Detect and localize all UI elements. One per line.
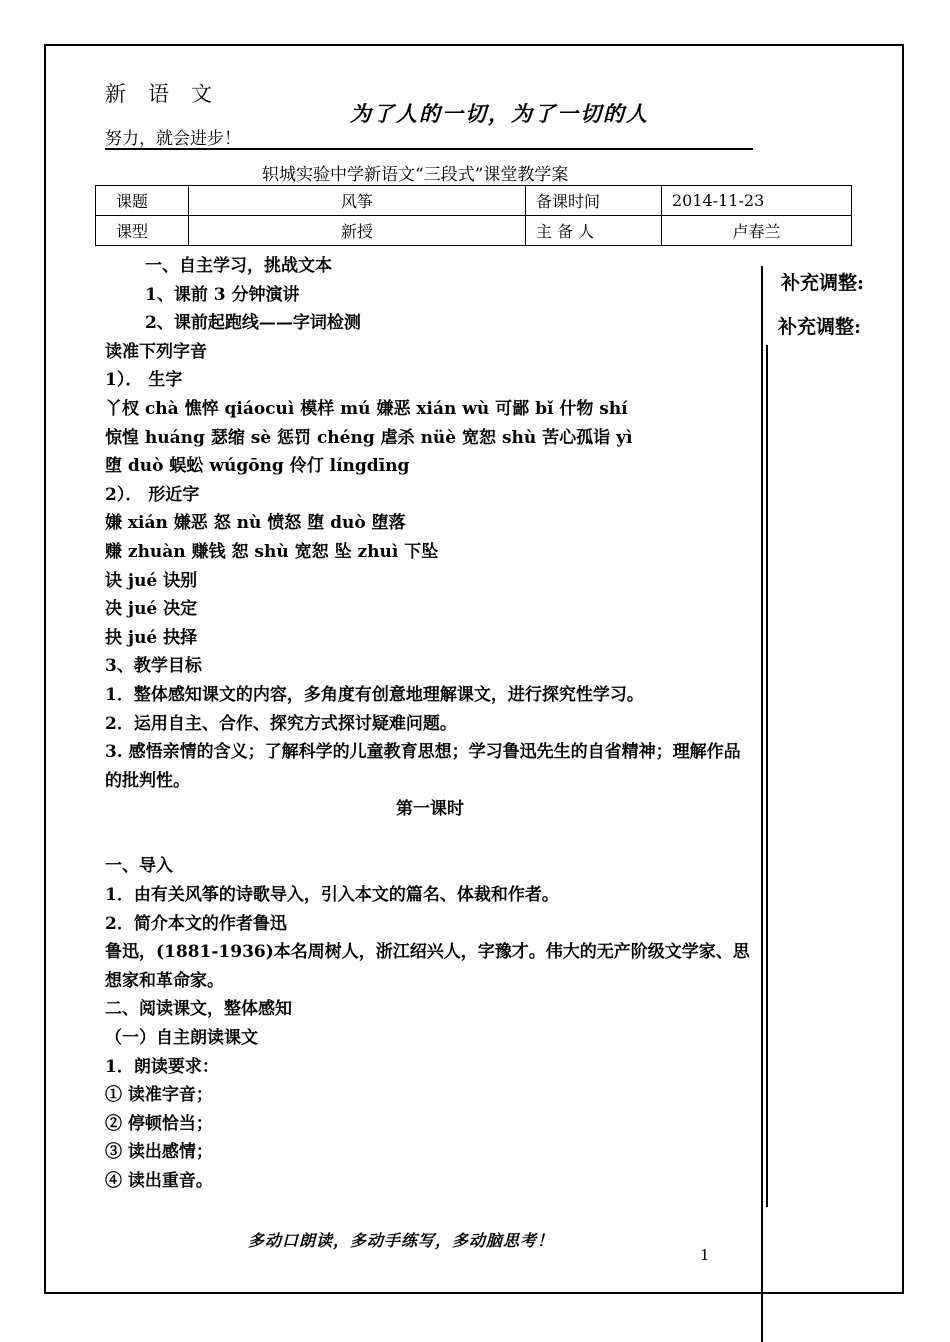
body-line: 1、课前 3 分钟演讲 xyxy=(145,284,300,305)
body-line: ① 读准字音； xyxy=(105,1085,213,1106)
table-row xyxy=(96,186,852,216)
footer-slogan: 多动口朗读，多动手练写，多动脑思考！ xyxy=(248,1231,555,1250)
body-line: 1．整体感知课文的内容，多角度有创意地理解课文，进行探究性学习。 xyxy=(105,684,644,705)
side-note-adjust-2: 补充调整: xyxy=(778,316,862,338)
body-line: 惊惶 huáng 瑟缩 sè 惩罚 chéng 虐杀 nüè 宽恕 shù 苦心孤诣 yì xyxy=(105,427,633,448)
table-row xyxy=(96,216,852,246)
body-line: 1．朗读要求： xyxy=(105,1056,219,1077)
body-line: 堕 duò 蜈蚣 wúgōng 伶仃 língdīng xyxy=(105,456,410,477)
body-line: 1．由有关风筝的诗歌导入，引入本文的篇名、体裁和作者。 xyxy=(105,885,559,906)
header-divider xyxy=(105,148,753,150)
lesson-period-heading: 第一课时 xyxy=(396,799,464,820)
body-line: 诀 jué 诀别 xyxy=(105,570,198,591)
margin-divider-inner xyxy=(766,345,768,1207)
body-line: 2．简介本文的作者鲁迅 xyxy=(105,913,287,934)
lesson-body xyxy=(105,252,755,1196)
body-line: 抉 jué 抉择 xyxy=(105,627,198,648)
document-title: 轵城实验中学新语文“三段式”课堂教学案 xyxy=(262,165,569,185)
header-slogan: 为了人的一切，为了一切的人 xyxy=(350,101,649,126)
body-line: 2、课前起跑线——字词检测 xyxy=(145,313,361,334)
section-heading: 一、自主学习，挑战文本 xyxy=(145,256,332,276)
body-line: ③ 读出感情； xyxy=(105,1142,213,1163)
topic-label: 课题 xyxy=(96,186,189,216)
topic-value: 风筝 xyxy=(189,186,526,216)
body-paragraph: 鲁迅，(1881-1936)本名周树人，浙江绍兴人，字豫才。伟大的无产阶级文学家、思想家和革命家。 xyxy=(105,942,750,991)
header-motto: 努力，就会进步！ xyxy=(105,129,241,149)
prep-time-value: 2014-11-23 xyxy=(662,186,852,216)
body-line: 3、教学目标 xyxy=(105,656,202,677)
body-line: 二、阅读课文，整体感知 xyxy=(105,999,292,1020)
prep-time-label: 备课时间 xyxy=(526,186,662,216)
body-line: 一、导入 xyxy=(105,856,173,877)
body-line: 嫌 xián 嫌恶 怒 nù 愤怒 堕 duò 堕落 xyxy=(105,513,406,534)
preparer-label: 主 备 人 xyxy=(526,216,662,246)
body-line: 1）． 生字 xyxy=(105,370,183,391)
body-line: 决 jué 决定 xyxy=(105,599,198,620)
side-note-adjust-1: 补充调整: xyxy=(781,272,865,294)
body-line: ② 停顿恰当； xyxy=(105,1113,213,1134)
body-line: 丫杈 chà 憔悴 qiáocuì 模样 mú 嫌恶 xián wù 可鄙 bǐ 什物 shí xyxy=(105,398,628,419)
body-line: 赚 zhuàn 赚钱 恕 shù 宽恕 坠 zhuì 下坠 xyxy=(105,541,439,562)
blank-line xyxy=(105,824,755,853)
margin-divider xyxy=(761,266,763,1342)
preparer-value: 卢春兰 xyxy=(662,216,852,246)
body-line: 读准下列字音 xyxy=(105,341,207,362)
body-line: 2．运用自主、合作、探究方式探讨疑难问题。 xyxy=(105,713,457,734)
body-line: （一）自主朗读课文 xyxy=(105,1028,258,1049)
header-subject: 新语文 xyxy=(105,82,234,106)
type-label: 课型 xyxy=(96,216,189,246)
body-line: 2）． 形近字 xyxy=(105,484,200,505)
type-value: 新授 xyxy=(189,216,526,246)
lesson-info-table xyxy=(95,185,852,246)
body-paragraph: 3. 感悟亲情的含义；了解科学的儿童教育思想；学习鲁迅先生的自省精神；理解作品的批判性。 xyxy=(105,742,741,791)
page-number: 1 xyxy=(700,1246,710,1264)
body-line: ④ 读出重音。 xyxy=(105,1171,213,1191)
